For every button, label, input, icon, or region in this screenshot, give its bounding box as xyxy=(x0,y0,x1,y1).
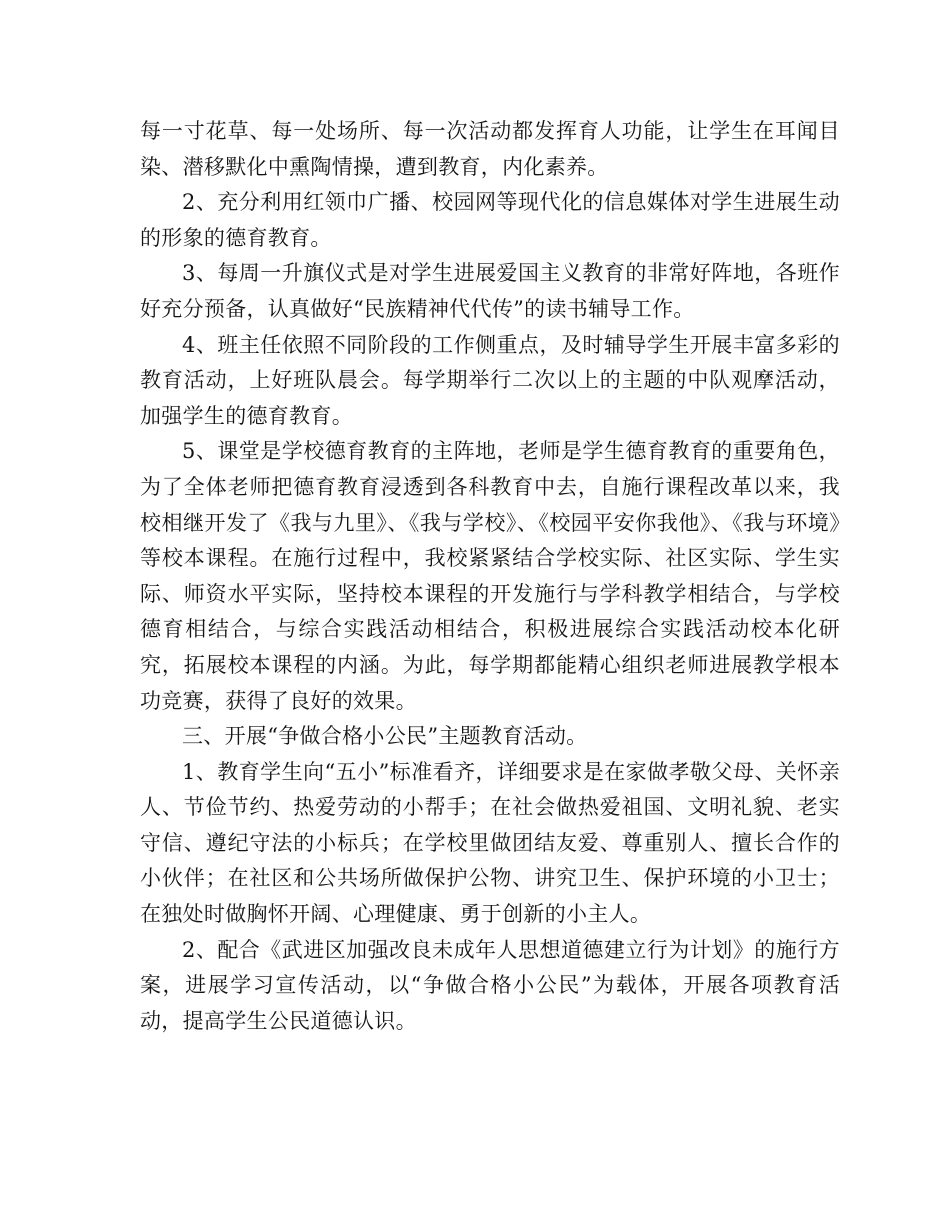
paragraph: 每一寸花草、每一处场所、每一次活动都发挥育人功能，让学生在耳闻目染、潜移默化中熏陶情操，遭到教育，内化素养。 xyxy=(140,119,840,179)
paragraph: 1、教育学生向“五小”标准看齐，详细要求是在家做孝敬父母、关怀亲人、节俭节约、热爱劳动的小帮手；在社会做热爱祖国、文明礼貌、老实守信、遵纪守法的小标兵；在学校里做团结友爱、尊重别人、擅长合作的小伙伴；在社区和公共场所做保护公物、讲究卫生、保护环境的小卫士；在独处时做胸怀开阔、心理健康、勇于创新的小主人。 xyxy=(140,759,840,927)
section-heading: 三、开展“争做合格小公民”主题教育活动。 xyxy=(182,724,588,749)
paragraph: 4、班主任依照不同阶段的工作侧重点，及时辅导学生开展丰富多彩的教育活动，上好班队晨会。每学期举行二次以上的主题的中队观摩活动，加强学生的德育教育。 xyxy=(140,332,840,428)
document-body xyxy=(140,114,840,1039)
paragraph: 3、每周一升旗仪式是对学生进展爱国主义教育的非常好阵地，各班作好充分预备，认真做好“民族精神代代传”的读书辅导工作。 xyxy=(140,261,840,321)
paragraph: 5、课堂是学校德育教育的主阵地，老师是学生德育教育的重要角色，为了全体老师把德育教育浸透到各科教育中去，自施行课程改革以来，我校相继开发了《我与九里》、《我与学校》、《校园平安你我他》、《我与环境》等校本课程。在施行过程中，我校紧紧结合学校实际、社区实际、学生实际、师资水平实际，坚持校本课程的开发施行与学科教学相结合，与学校德育相结合，与综合实践活动相结合，积极进展综合实践活动校本化研究，拓展校本课程的内涵。为此，每学期都能精心组织老师进展教学根本功竞赛，获得了良好的效果。 xyxy=(140,439,840,713)
paragraph: 2、充分利用红领巾广播、校园网等现代化的信息媒体对学生进展生动的形象的德育教育。 xyxy=(140,190,840,250)
paragraph: 2、配合《武进区加强改良未成年人思想道德建立行为计划》的施行方案，进展学习宣传活动，以“争做合格小公民”为载体，开展各项教育活动，提高学生公民道德认识。 xyxy=(140,937,840,1033)
